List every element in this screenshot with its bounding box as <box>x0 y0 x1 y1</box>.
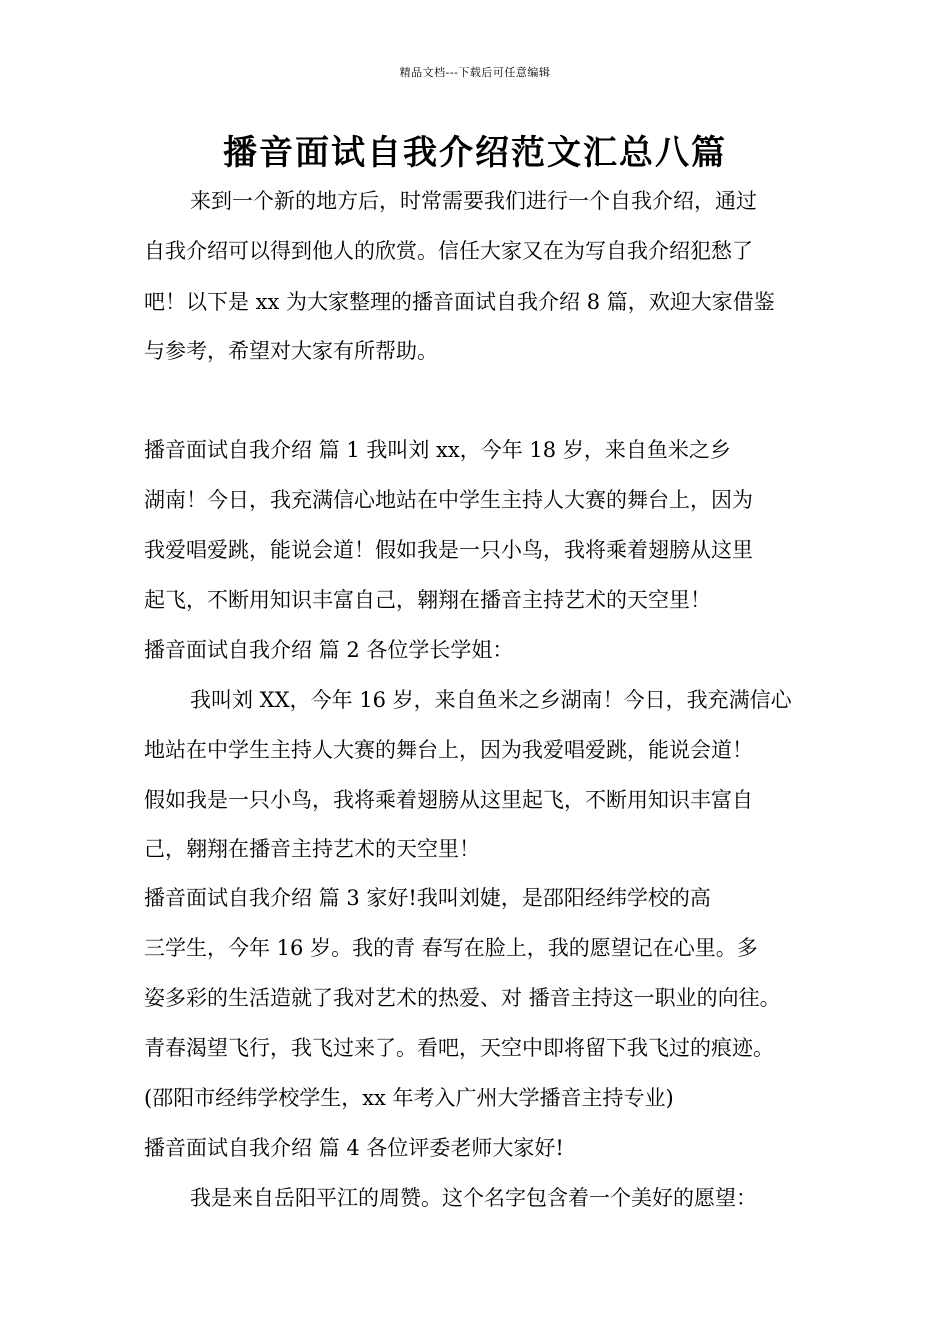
page-header-note: 精品文档---下载后可任意编辑 <box>399 66 551 79</box>
paragraph-line: 自我介绍可以得到他人的欣赏。信任大家又在为写自我介绍犯愁了 <box>144 239 753 263</box>
section-heading-line: 播音面试自我介绍 篇 1 我叫刘 xx，今年 18 岁，来自鱼米之乡 <box>144 438 731 462</box>
paragraph-line: 湖南！今日，我充满信心地站在中学生主持人大赛的舞台上，因为 <box>144 488 753 512</box>
paragraph-line: 假如我是一只小鸟，我将乘着翅膀从这里起飞，不断用知识丰富自 <box>144 788 753 812</box>
paragraph-line: 我是来自岳阳平江的周赞。这个名字包含着一个美好的愿望： <box>190 1186 757 1210</box>
paragraph-line: 与参考，希望对大家有所帮助。 <box>144 339 438 363</box>
paragraph-line: 来到一个新的地方后，时常需要我们进行一个自我介绍，通过 <box>190 189 757 213</box>
paragraph-line: 吧！以下是 xx 为大家整理的播音面试自我介绍 8 篇，欢迎大家借鉴 <box>144 290 775 314</box>
paragraph-line: 己，翱翔在播音主持艺术的天空里！ <box>144 837 480 861</box>
paragraph-line: 我叫刘 XX，今年 16 岁，来自鱼米之乡湖南！今日，我充满信心 <box>190 688 792 712</box>
paragraph-line: 我爱唱爱跳，能说会道！假如我是一只小鸟，我将乘着翅膀从这里 <box>144 538 753 562</box>
section-heading-line: 播音面试自我介绍 篇 3 家好!我叫刘婕，是邵阳经纬学校的高 <box>144 886 711 910</box>
paragraph-line: 地站在中学生主持人大赛的舞台上，因为我爱唱爱跳，能说会道！ <box>144 738 753 762</box>
paragraph-line: 三学生，今年 16 岁。我的青 春写在脸上，我的愿望记在心里。多 <box>144 936 758 960</box>
paragraph-line: 姿多彩的生活造就了我对艺术的热爱、对 播音主持这一职业的向往。 <box>144 986 781 1010</box>
section-heading-line: 播音面试自我介绍 篇 4 各位评委老师大家好! <box>144 1136 564 1160</box>
section-heading-line: 播音面试自我介绍 篇 2 各位学长学姐： <box>144 638 514 662</box>
document-title: 播音面试自我介绍范文汇总八篇 <box>223 133 727 173</box>
paragraph-line: 起飞，不断用知识丰富自己，翱翔在播音主持艺术的天空里！ <box>144 588 711 612</box>
paragraph-line: (邵阳市经纬学校学生，xx 年考入广州大学播音主持专业) <box>144 1086 674 1110</box>
paragraph-line: 青春渴望飞行，我飞过来了。看吧，天空中即将留下我飞过的痕迹。 <box>144 1036 774 1060</box>
